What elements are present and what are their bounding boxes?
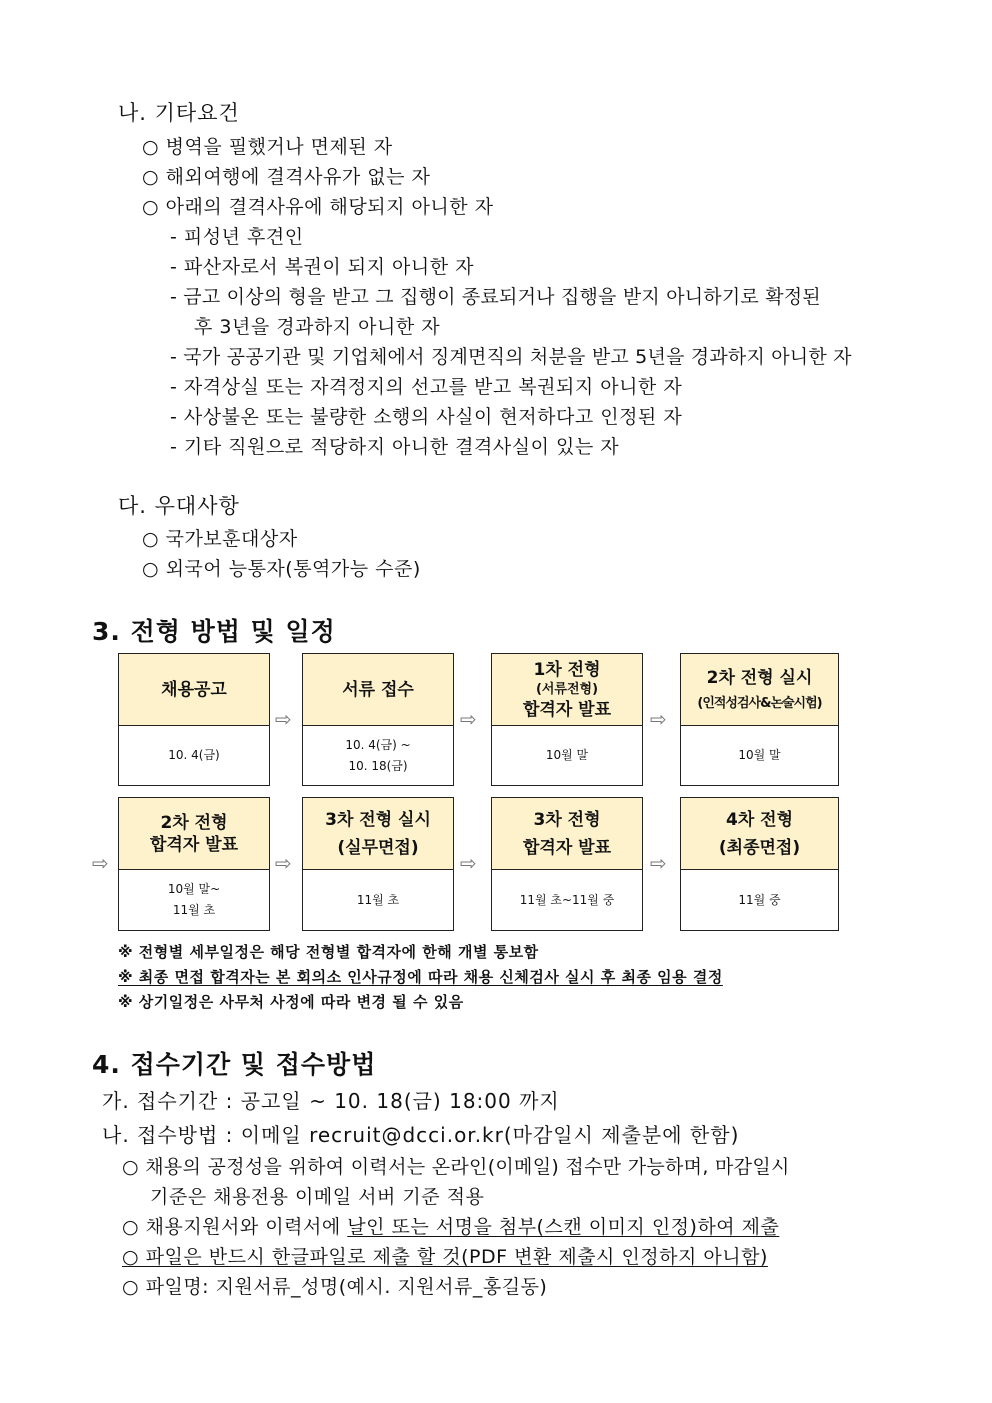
step-6-date: 11월 초 (356, 892, 400, 907)
step-box-7 (491, 797, 643, 931)
step-box-6-date (303, 870, 453, 930)
application-period: 가. 접수기간 : 공고일 ~ 10. 18(금) 18:00 까지 (102, 1089, 560, 1113)
step-8-label: 4차 전형 (725, 809, 793, 830)
arrow-right-icon: ⇨ (650, 851, 667, 875)
step-box-3 (491, 653, 643, 786)
method-bullet-4: ○ 파일명: 지원서류_성명(예시. 지원서류_홍길동) (122, 1276, 548, 1298)
arrow-right-icon: ⇨ (460, 707, 477, 731)
step-1-label: 채용공고 (161, 679, 227, 700)
arrow-right-icon: ⇨ (275, 851, 292, 875)
step-6-label-2: (실무면접) (337, 837, 419, 858)
method-bullet-2 (122, 1212, 779, 1239)
step-box-4-date (681, 726, 838, 785)
na-item-2: ○ 해외여행에 결격사유가 없는 자 (142, 166, 431, 188)
na-item-1: ○ 병역을 필했거나 면제된 자 (142, 136, 393, 158)
step-box-3-header (492, 654, 642, 726)
application-method: 나. 접수방법 : 이메일 recruit@dcci.or.kr(마감일시 제출분에 한함) (102, 1123, 740, 1147)
step-box-5 (118, 797, 270, 931)
arrow-right-icon: ⇨ (92, 851, 109, 875)
step-2-date-end: 10. 18(금) (348, 758, 408, 773)
section-3-title: 3. 전형 방법 및 일정 (92, 617, 336, 646)
schedule-note-2: ※ 최종 면접 합격자는 본 회의소 인사규정에 따라 채용 신체검사 실시 후 최종 임용 결정 (118, 968, 723, 986)
step-box-5-header (119, 798, 269, 870)
na-subitem-7: - 기타 직원으로 적당하지 아니한 결격사실이 있는 자 (170, 436, 620, 458)
method-bullet-1: ○ 채용의 공정성을 위하여 이력서는 온라인(이메일) 접수만 가능하며, 마감일시 (122, 1156, 790, 1178)
step-8-label-2: (최종면접) (718, 837, 801, 858)
step-2-date-start: 10. 4(금) ~ (345, 737, 411, 752)
step-7-date: 11월 초~11월 중 (519, 892, 615, 907)
arrow-right-icon: ⇨ (650, 707, 667, 731)
step-5-label-2: 합격자 발표 (149, 834, 239, 855)
step-3-sublabel: (서류전형) (535, 681, 599, 697)
arrow-right-icon: ⇨ (275, 707, 292, 731)
step-box-8 (680, 797, 839, 931)
step-3-label-2: 합격자 발표 (522, 699, 612, 720)
step-4-label: 2차 전형 실시 (706, 667, 813, 688)
step-box-3-date (492, 726, 642, 785)
na-subitem-1: - 피성년 후견인 (170, 226, 304, 248)
step-4-date: 10월 말 (738, 748, 781, 762)
na-subitem-3-cont: 후 3년을 경과하지 아니한 자 (194, 316, 441, 338)
step-box-5-date (119, 870, 269, 930)
step-5-date-end: 11월 초 (172, 903, 216, 917)
step-2-label: 서류 접수 (342, 679, 414, 700)
step-8-date: 11월 중 (738, 892, 781, 907)
step-1-date: 10. 4(금) (168, 748, 220, 762)
na-subitem-5: - 자격상실 또는 자격정지의 선고를 받고 복권되지 아니한 자 (170, 376, 683, 398)
step-box-2-date (303, 726, 453, 785)
step-box-4-header (681, 654, 838, 726)
section-na-heading: 나. 기타요건 (118, 101, 240, 125)
schedule-note-3: ※ 상기일정은 사무처 사정에 따라 변경 될 수 있음 (118, 993, 464, 1011)
step-5-date-start: 10월 말~ (167, 882, 221, 896)
da-item-2: ○ 외국어 능통자(통역가능 수준) (142, 558, 421, 580)
step-7-label-2: 합격자 발표 (522, 837, 612, 858)
arrow-right-icon: ⇨ (460, 851, 477, 875)
step-box-1-header (119, 654, 269, 726)
step-box-8-date (681, 870, 838, 930)
na-subitem-4: - 국가 공공기관 및 기업체에서 징계면직의 처분을 받고 5년을 경과하지 아니한 자 (170, 346, 852, 368)
method-bullet-2-text: ○ 채용지원서와 이력서에 (122, 1216, 348, 1238)
step-box-7-header (492, 798, 642, 870)
step-box-8-header (681, 798, 838, 870)
method-bullet-1-cont: 기준은 채용전용 이메일 서버 기준 적용 (150, 1186, 485, 1208)
step-box-2 (302, 653, 454, 786)
step-5-label: 2차 전형 (160, 812, 228, 833)
step-box-7-date (492, 870, 642, 930)
schedule-note-1: ※ 전형별 세부일정은 해당 전형별 합격자에 한해 개별 통보함 (118, 943, 539, 961)
step-7-label: 3차 전형 (533, 809, 601, 830)
step-box-2-header (303, 654, 453, 726)
section-da-heading: 다. 우대사항 (118, 494, 240, 518)
step-box-4 (680, 653, 839, 786)
section-4-title: 4. 접수기간 및 접수방법 (92, 1050, 377, 1079)
na-subitem-2: - 파산자로서 복권이 되지 아니한 자 (170, 256, 475, 278)
step-3-label: 1차 전형 (533, 659, 601, 680)
step-box-1 (118, 653, 270, 786)
step-3-date: 10월 말 (545, 748, 589, 762)
method-bullet-3: ○ 파일은 반드시 한글파일로 제출 할 것(PDF 변환 제출시 인정하지 아니함) (122, 1246, 768, 1268)
step-6-label: 3차 전형 실시 (325, 809, 431, 830)
method-bullet-2-underlined: 날인 또는 서명을 첨부(스캔 이미지 인정)하여 제출 (347, 1216, 780, 1238)
na-subitem-3: - 금고 이상의 형을 받고 그 집행이 종료되거나 집행을 받지 아니하기로 확정된 (170, 286, 821, 308)
step-box-6 (302, 797, 454, 931)
na-item-3: ○ 아래의 결격사유에 해당되지 아니한 자 (142, 196, 494, 218)
step-box-6-header (303, 798, 453, 870)
step-box-1-date (119, 726, 269, 785)
step-4-sublabel: (인적성검사&논술시험) (697, 695, 822, 711)
da-item-1: ○ 국가보훈대상자 (142, 528, 298, 550)
na-subitem-6: - 사상불온 또는 불량한 소행의 사실이 현저하다고 인정된 자 (170, 406, 683, 428)
